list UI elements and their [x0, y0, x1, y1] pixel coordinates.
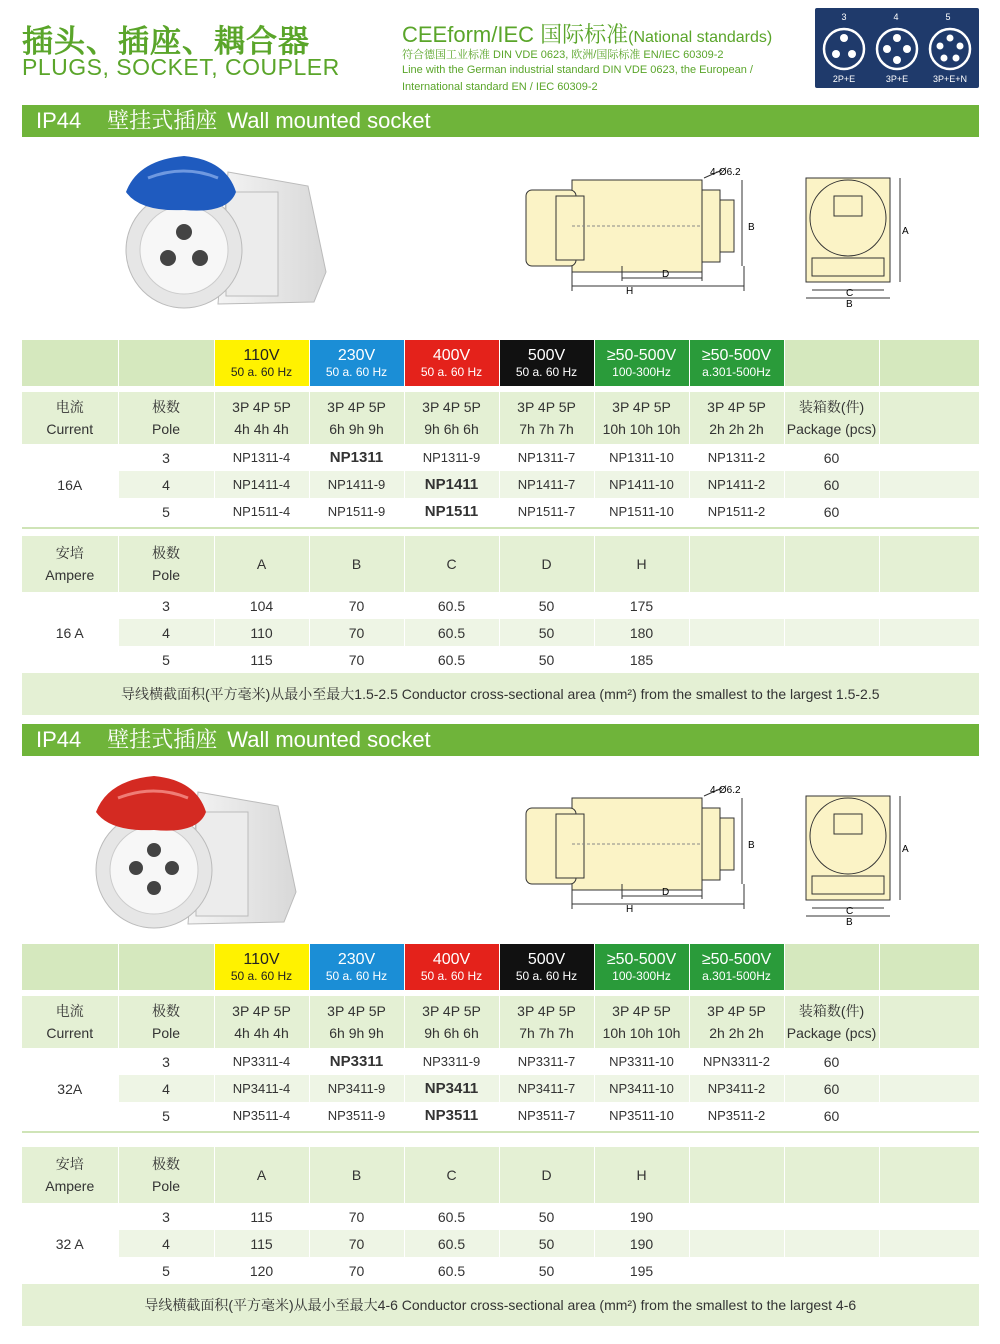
col-current: 电流 Current: [22, 996, 118, 1048]
conductor-note: 导线横截面积(平方毫米)从最小至最大4-6 Conductor cross-sectional area (mm²) from the smallest to the largest 4-6: [22, 1284, 979, 1326]
pole-value: 3: [118, 1203, 214, 1230]
col-poles-hours: 3P 4P 5P 6h 9h 9h: [309, 996, 404, 1048]
col-poles-hours: 3P 4P 5P 7h 7h 7h: [499, 996, 594, 1048]
dim-value: 70: [309, 1230, 404, 1257]
dim-value: 70: [309, 646, 404, 673]
standard-title-main: CEEform/IEC 国际标准: [402, 22, 629, 47]
dimension-table-16a: [22, 536, 980, 715]
package-value: 60: [784, 1102, 879, 1129]
model-cell: NP1411-7: [499, 471, 594, 498]
dim-label-holes: 4-Ø6.2: [710, 167, 741, 178]
col-poles-hours: 3P 4P 5P 6h 9h 9h: [309, 392, 404, 444]
dim-label-a: A: [902, 844, 909, 855]
dim-label-b: B: [748, 840, 755, 851]
front-view-drawing-1: [796, 168, 916, 308]
voltage-110v: 110V 50 a. 60 Hz: [214, 944, 309, 990]
model-cell-highlight: NP3311: [309, 1048, 404, 1075]
dimension-table-32a: [22, 1147, 980, 1326]
model-cell: NP1511-2: [689, 498, 784, 525]
section-1-ip: IP44: [36, 108, 82, 133]
dim-value: 120: [214, 1257, 309, 1284]
model-cell-highlight: NP1311: [309, 444, 404, 471]
table-row: [22, 1102, 979, 1129]
model-cell: NP3511-10: [594, 1102, 689, 1129]
dim-value: 70: [309, 1257, 404, 1284]
voltage-400v: 400V 50 a. 60 Hz: [404, 944, 499, 990]
model-cell: NPN3311-2: [689, 1048, 784, 1075]
dim-label-d: D: [662, 887, 670, 898]
package-value: 60: [784, 498, 879, 525]
table-row: [22, 498, 979, 525]
socket-photo-blue: [118, 152, 333, 322]
current-value: 32A: [22, 1048, 118, 1129]
front-view-drawing-2: [796, 786, 916, 926]
conductor-note-row: [22, 1284, 979, 1326]
col-pole: 极数 Pole: [118, 996, 214, 1048]
ampere-value: 16 A: [22, 592, 118, 673]
model-cell-highlight: NP3511: [404, 1102, 499, 1129]
dim-value: 115: [214, 646, 309, 673]
col-package: 装箱数(件) Package (pcs): [784, 392, 879, 444]
voltage-row: [22, 944, 979, 990]
pin-label-2p-e: 2P+E: [832, 74, 856, 84]
voltage-50-500v-b: ≥50-500V a.301-500Hz: [689, 944, 784, 990]
package-value: 60: [784, 444, 879, 471]
pole-value: 3: [118, 592, 214, 619]
dim-label-h: H: [626, 286, 634, 296]
col-pole: 极数 Pole: [118, 536, 214, 592]
ampere-value: 32 A: [22, 1203, 118, 1284]
dim-label-c: C: [846, 906, 854, 917]
table-row: [22, 471, 979, 498]
pin-label-3p-e: 3P+E: [885, 74, 909, 84]
dim-value: 50: [499, 592, 594, 619]
pin-count-3: 3: [841, 12, 847, 22]
pole-value: 5: [118, 1102, 214, 1129]
dim-label-c: C: [846, 288, 854, 299]
section-1-bar: [22, 105, 979, 137]
section-1-title-zh: 壁挂式插座: [107, 108, 218, 133]
dimension-header-row: [22, 536, 979, 592]
col-pole: 极数 Pole: [118, 1147, 214, 1203]
dim-label-b2: B: [846, 299, 853, 308]
table-row: [22, 1075, 979, 1102]
dim-value: 185: [594, 646, 689, 673]
model-cell: NP3311-10: [594, 1048, 689, 1075]
table-row: [22, 592, 979, 619]
title-chinese: 插头、插座、耦合器: [22, 24, 310, 59]
pin-count-5: 5: [945, 12, 951, 22]
dim-label-h: H: [626, 904, 634, 914]
dim-label-holes: 4-Ø6.2: [710, 785, 741, 796]
conductor-note-row: [22, 673, 979, 715]
package-value: 60: [784, 471, 879, 498]
col-poles-hours: 3P 4P 5P 4h 4h 4h: [214, 996, 309, 1048]
voltage-50-500v-a: ≥50-500V 100-300Hz: [594, 944, 689, 990]
table-row: [22, 619, 979, 646]
model-cell: NP3511-7: [499, 1102, 594, 1129]
dim-value: 115: [214, 1203, 309, 1230]
pole-value: 4: [118, 1075, 214, 1102]
divider: [22, 1131, 979, 1133]
model-cell: NP3411-7: [499, 1075, 594, 1102]
dim-value: 60.5: [404, 1230, 499, 1257]
pole-value: 4: [118, 1230, 214, 1257]
dim-value: 195: [594, 1257, 689, 1284]
section-2-title-zh: 壁挂式插座: [107, 727, 218, 752]
col-dim-a: A: [214, 1147, 309, 1203]
col-poles-hours: 3P 4P 5P 4h 4h 4h: [214, 392, 309, 444]
voltage-230v: 230V 50 a. 60 Hz: [309, 340, 404, 386]
table-row: [22, 646, 979, 673]
conductor-note: 导线横截面积(平方毫米)从最小至最大1.5-2.5 Conductor cross-sectional area (mm²) from the smallest to the largest 1.5-2.5: [22, 673, 979, 715]
col-poles-hours: 3P 4P 5P 10h 10h 10h: [594, 392, 689, 444]
col-dim-b: B: [309, 1147, 404, 1203]
dim-value: 110: [214, 619, 309, 646]
model-cell: NP3311-4: [214, 1048, 309, 1075]
model-cell: NP3411-2: [689, 1075, 784, 1102]
section-2-bar: [22, 724, 979, 756]
model-table-32a: [22, 944, 980, 1129]
model-cell: NP3311-9: [404, 1048, 499, 1075]
lid-red: [96, 776, 206, 831]
dim-label-d: D: [662, 269, 670, 280]
divider: [22, 527, 979, 529]
col-pole: 极数 Pole: [118, 392, 214, 444]
section-2-ip: IP44: [36, 727, 82, 752]
pin-config-panel: [815, 8, 979, 88]
dim-value: 60.5: [404, 592, 499, 619]
col-dim-b: B: [309, 536, 404, 592]
standard-line-3: International standard EN / IEC 60309-2: [402, 81, 598, 93]
col-poles-hours: 3P 4P 5P 9h 6h 6h: [404, 996, 499, 1048]
col-current: 电流 Current: [22, 392, 118, 444]
col-dim-h: H: [594, 1147, 689, 1203]
dim-label-b2: B: [846, 917, 853, 926]
model-cell: NP3411-9: [309, 1075, 404, 1102]
pole-value: 5: [118, 498, 214, 525]
dim-value: 50: [499, 1203, 594, 1230]
standard-line-2: Line with the German industrial standard DIN VDE 0623, the European /: [402, 64, 753, 76]
table-row: [22, 1203, 979, 1230]
col-poles-hours: 3P 4P 5P 2h 2h 2h: [689, 996, 784, 1048]
table-row: [22, 1048, 979, 1075]
pole-value: 3: [118, 444, 214, 471]
lid-blue: [126, 156, 236, 211]
model-cell-highlight: NP3411: [404, 1075, 499, 1102]
pole-value: 3: [118, 1048, 214, 1075]
model-cell: NP1511-10: [594, 498, 689, 525]
voltage-50-500v-a: ≥50-500V 100-300Hz: [594, 340, 689, 386]
col-dim-d: D: [499, 536, 594, 592]
dim-value: 50: [499, 1257, 594, 1284]
col-dim-c: C: [404, 536, 499, 592]
dim-label-a: A: [902, 226, 909, 237]
dim-value: 70: [309, 619, 404, 646]
table-row: [22, 444, 979, 471]
voltage-500v: 500V 50 a. 60 Hz: [499, 944, 594, 990]
voltage-110v: 110V 50 a. 60 Hz: [214, 340, 309, 386]
model-cell: NP3411-10: [594, 1075, 689, 1102]
model-cell: NP3511-2: [689, 1102, 784, 1129]
dim-value: 60.5: [404, 1203, 499, 1230]
model-cell: NP1311-10: [594, 444, 689, 471]
col-package: 装箱数(件) Package (pcs): [784, 996, 879, 1048]
table-row: [22, 1230, 979, 1257]
voltage-50-500v-b: ≥50-500V a.301-500Hz: [689, 340, 784, 386]
col-ampere: 安培 Ampere: [22, 536, 118, 592]
col-dim-d: D: [499, 1147, 594, 1203]
side-view-drawing-1: [512, 166, 757, 296]
col-poles-hours: 3P 4P 5P 10h 10h 10h: [594, 996, 689, 1048]
model-cell: NP1311-4: [214, 444, 309, 471]
column-header-row: [22, 392, 979, 444]
standard-title-small: (National standards): [628, 29, 773, 46]
pole-value: 5: [118, 646, 214, 673]
col-ampere: 安培 Ampere: [22, 1147, 118, 1203]
pin-label-3p-e-n: 3P+E+N: [932, 74, 968, 84]
model-cell: NP3311-7: [499, 1048, 594, 1075]
model-table-16a: [22, 340, 980, 525]
dim-label-b: B: [748, 222, 755, 233]
dimension-header-row: [22, 1147, 979, 1203]
col-poles-hours: 3P 4P 5P 7h 7h 7h: [499, 392, 594, 444]
col-dim-h: H: [594, 536, 689, 592]
voltage-500v: 500V 50 a. 60 Hz: [499, 340, 594, 386]
dim-value: 70: [309, 1203, 404, 1230]
standard-title: [402, 18, 772, 49]
dim-value: 60.5: [404, 646, 499, 673]
title-english: PLUGS, SOCKET, COUPLER: [22, 54, 340, 80]
dim-value: 175: [594, 592, 689, 619]
dim-value: 115: [214, 1230, 309, 1257]
standard-line-1: 符合德国工业标准 DIN VDE 0623, 欧洲/国际标准 EN/IEC 60309-2: [402, 49, 724, 61]
voltage-400v: 400V 50 a. 60 Hz: [404, 340, 499, 386]
model-cell-highlight: NP1511: [404, 498, 499, 525]
model-cell: NP1411-2: [689, 471, 784, 498]
model-cell: NP1311-2: [689, 444, 784, 471]
dim-value: 180: [594, 619, 689, 646]
pole-value: 4: [118, 619, 214, 646]
socket-photo-red: [88, 772, 303, 942]
side-view-drawing-2: [512, 784, 757, 914]
model-cell: NP1511-9: [309, 498, 404, 525]
dim-value: 190: [594, 1230, 689, 1257]
model-cell-highlight: NP1411: [404, 471, 499, 498]
column-header-row: [22, 996, 979, 1048]
section-1-title-en: Wall mounted socket: [227, 108, 431, 133]
model-cell: NP1411-10: [594, 471, 689, 498]
dim-value: 50: [499, 619, 594, 646]
model-cell: NP1511-4: [214, 498, 309, 525]
model-cell: NP1411-9: [309, 471, 404, 498]
package-value: 60: [784, 1048, 879, 1075]
col-poles-hours: 3P 4P 5P 2h 2h 2h: [689, 392, 784, 444]
dim-value: 60.5: [404, 619, 499, 646]
pole-value: 5: [118, 1257, 214, 1284]
table-row: [22, 1257, 979, 1284]
col-poles-hours: 3P 4P 5P 9h 6h 6h: [404, 392, 499, 444]
section-2-title-en: Wall mounted socket: [227, 727, 431, 752]
model-cell: NP1511-7: [499, 498, 594, 525]
dim-value: 60.5: [404, 1257, 499, 1284]
model-cell: NP1311-7: [499, 444, 594, 471]
dim-value: 190: [594, 1203, 689, 1230]
dim-value: 104: [214, 592, 309, 619]
voltage-230v: 230V 50 a. 60 Hz: [309, 944, 404, 990]
model-cell: NP3511-9: [309, 1102, 404, 1129]
dim-value: 70: [309, 592, 404, 619]
pin-count-4: 4: [893, 12, 899, 22]
model-cell: NP3411-4: [214, 1075, 309, 1102]
current-value: 16A: [22, 444, 118, 525]
dim-value: 50: [499, 646, 594, 673]
dim-value: 50: [499, 1230, 594, 1257]
col-dim-c: C: [404, 1147, 499, 1203]
voltage-row: [22, 340, 979, 386]
model-cell: NP1411-4: [214, 471, 309, 498]
package-value: 60: [784, 1075, 879, 1102]
model-cell: NP1311-9: [404, 444, 499, 471]
col-dim-a: A: [214, 536, 309, 592]
pole-value: 4: [118, 471, 214, 498]
page-header: [0, 0, 1000, 100]
model-cell: NP3511-4: [214, 1102, 309, 1129]
